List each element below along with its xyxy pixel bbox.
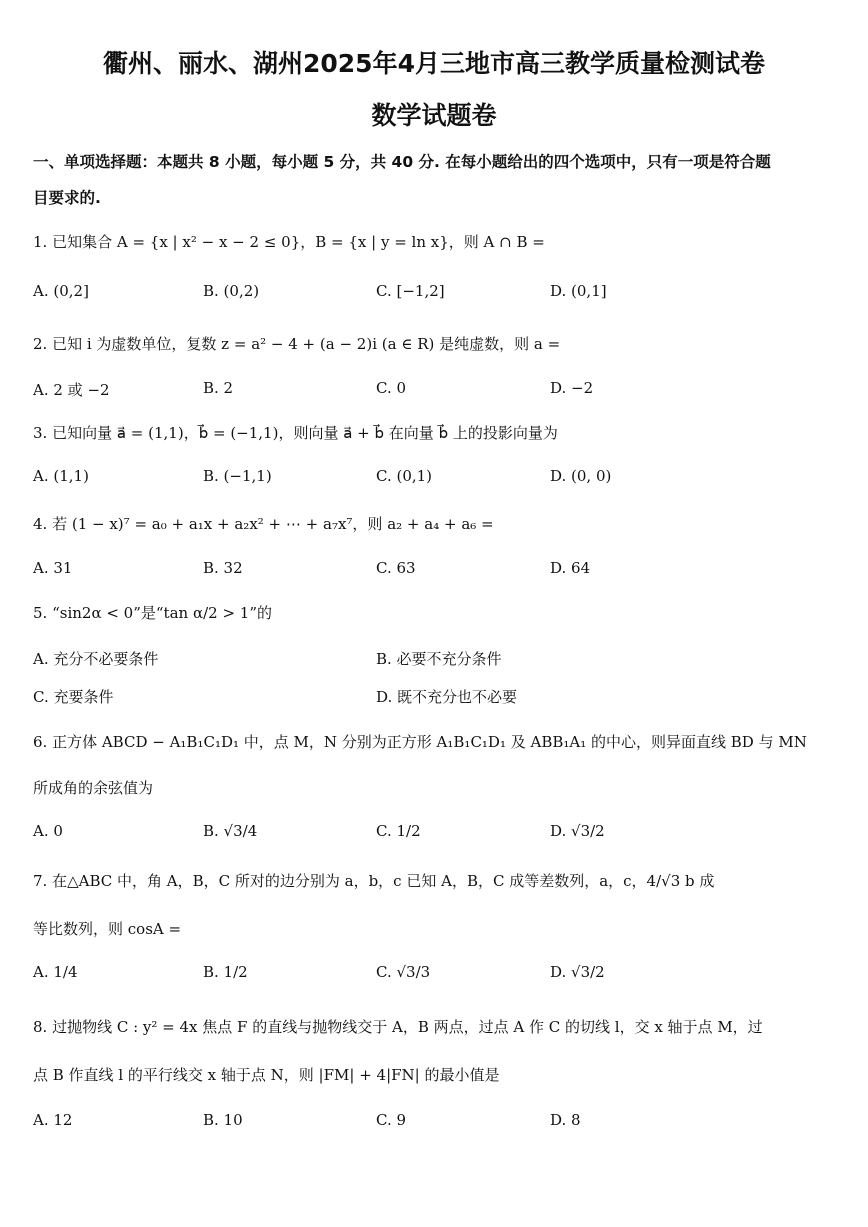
question-8-option-a: A. 12 — [33, 1111, 73, 1129]
question-5-option-d: D. 既不充分也不必要 — [376, 688, 518, 706]
question-1-option-d: D. (0,1] — [550, 282, 607, 300]
question-1-option-a: A. (0,2] — [33, 282, 89, 300]
question-3-stem: 3. 已知向量 a⃗ = (1,1)，b⃗ = (−1,1)，则向量 a⃗ + b⃗ 在向量 b⃗ 上的投影向量为 — [33, 424, 558, 442]
question-8-stem-cont: 点 B 作直线 l 的平行线交 x 轴于点 N，则 |FM| + 4|FN| 的最小值是 — [33, 1066, 500, 1084]
question-7-option-c: C. √3/3 — [376, 963, 431, 981]
question-7-option-d: D. √3/2 — [550, 963, 605, 981]
question-4-stem: 4. 若 (1 − x)⁷ = a₀ + a₁x + a₂x² + ⋯ + a₇x⁷，则 a₂ + a₄ + a₆ = — [33, 515, 494, 533]
section-instructions: 一、单项选择题：本题共 8 小题，每小题 5 分，共 40 分. 在每小题给出的四个选项中，只有一项是符合题 — [33, 153, 771, 171]
question-1-stem: 1. 已知集合 A = {x | x² − x − 2 ≤ 0}，B = {x | y = ln x}，则 A ∩ B = — [33, 233, 545, 251]
question-2-stem: 2. 已知 i 为虚数单位，复数 z = a² − 4 + (a − 2)i (a ∈ R) 是纯虚数，则 a = — [33, 335, 561, 353]
exam-title: 衢州、丽水、湖州2025年4月三地市高三教学质量检测试卷 — [103, 49, 765, 78]
question-5-option-b: B. 必要不充分条件 — [376, 650, 502, 668]
question-6-option-d: D. √3/2 — [550, 822, 605, 840]
question-6-stem-cont: 所成角的余弦值为 — [33, 779, 154, 797]
question-6-option-a: A. 0 — [33, 822, 63, 840]
question-2-option-b: B. 2 — [203, 379, 234, 397]
question-7-stem: 7. 在△ABC 中，角 A，B，C 所对的边分别为 a，b，c 已知 A，B，C 成等差数列，a，c，4/√3 b 成 — [33, 872, 715, 890]
question-2-option-a: A. 2 或 −2 — [33, 381, 110, 399]
question-8-option-d: D. 8 — [550, 1111, 581, 1129]
question-8-option-b: B. 10 — [203, 1111, 243, 1129]
question-3-option-a: A. (1,1) — [33, 467, 89, 485]
question-7-stem-cont: 等比数列，则 cosA = — [33, 920, 182, 938]
question-6-option-b: B. √3/4 — [203, 822, 258, 840]
question-5-option-c: C. 充要条件 — [33, 688, 114, 706]
section-instructions-cont: 目要求的. — [33, 189, 101, 207]
question-7-option-b: B. 1/2 — [203, 963, 248, 981]
question-6-stem: 6. 正方体 ABCD − A₁B₁C₁D₁ 中，点 M，N 分别为正方形 A₁B₁C₁D₁ 及 ABB₁A₁ 的中心，则异面直线 BD 与 MN — [33, 733, 807, 751]
question-5-stem: 5. “sin2α < 0”是“tan α/2 > 1”的 — [33, 604, 273, 622]
exam-subtitle: 数学试题卷 — [371, 101, 497, 130]
question-3-option-c: C. (0,1) — [376, 467, 433, 485]
question-2-option-d: D. −2 — [550, 379, 594, 397]
question-7-option-a: A. 1/4 — [33, 963, 78, 981]
question-6-option-c: C. 1/2 — [376, 822, 421, 840]
question-1-option-c: C. [−1,2] — [376, 282, 445, 300]
question-3-option-d: D. (0, 0) — [550, 467, 612, 485]
question-4-option-d: D. 64 — [550, 559, 591, 577]
question-5-option-a: A. 充分不必要条件 — [33, 650, 159, 668]
question-4-option-a: A. 31 — [33, 559, 73, 577]
question-4-option-b: B. 32 — [203, 559, 243, 577]
question-1-option-b: B. (0,2) — [203, 282, 260, 300]
question-4-option-c: C. 63 — [376, 559, 416, 577]
question-8-option-c: C. 9 — [376, 1111, 407, 1129]
question-2-option-c: C. 0 — [376, 379, 407, 397]
question-8-stem: 8. 过抛物线 C : y² = 4x 焦点 F 的直线与抛物线交于 A，B 两点，过点 A 作 C 的切线 l，交 x 轴于点 M，过 — [33, 1018, 763, 1036]
question-3-option-b: B. (−1,1) — [203, 467, 272, 485]
